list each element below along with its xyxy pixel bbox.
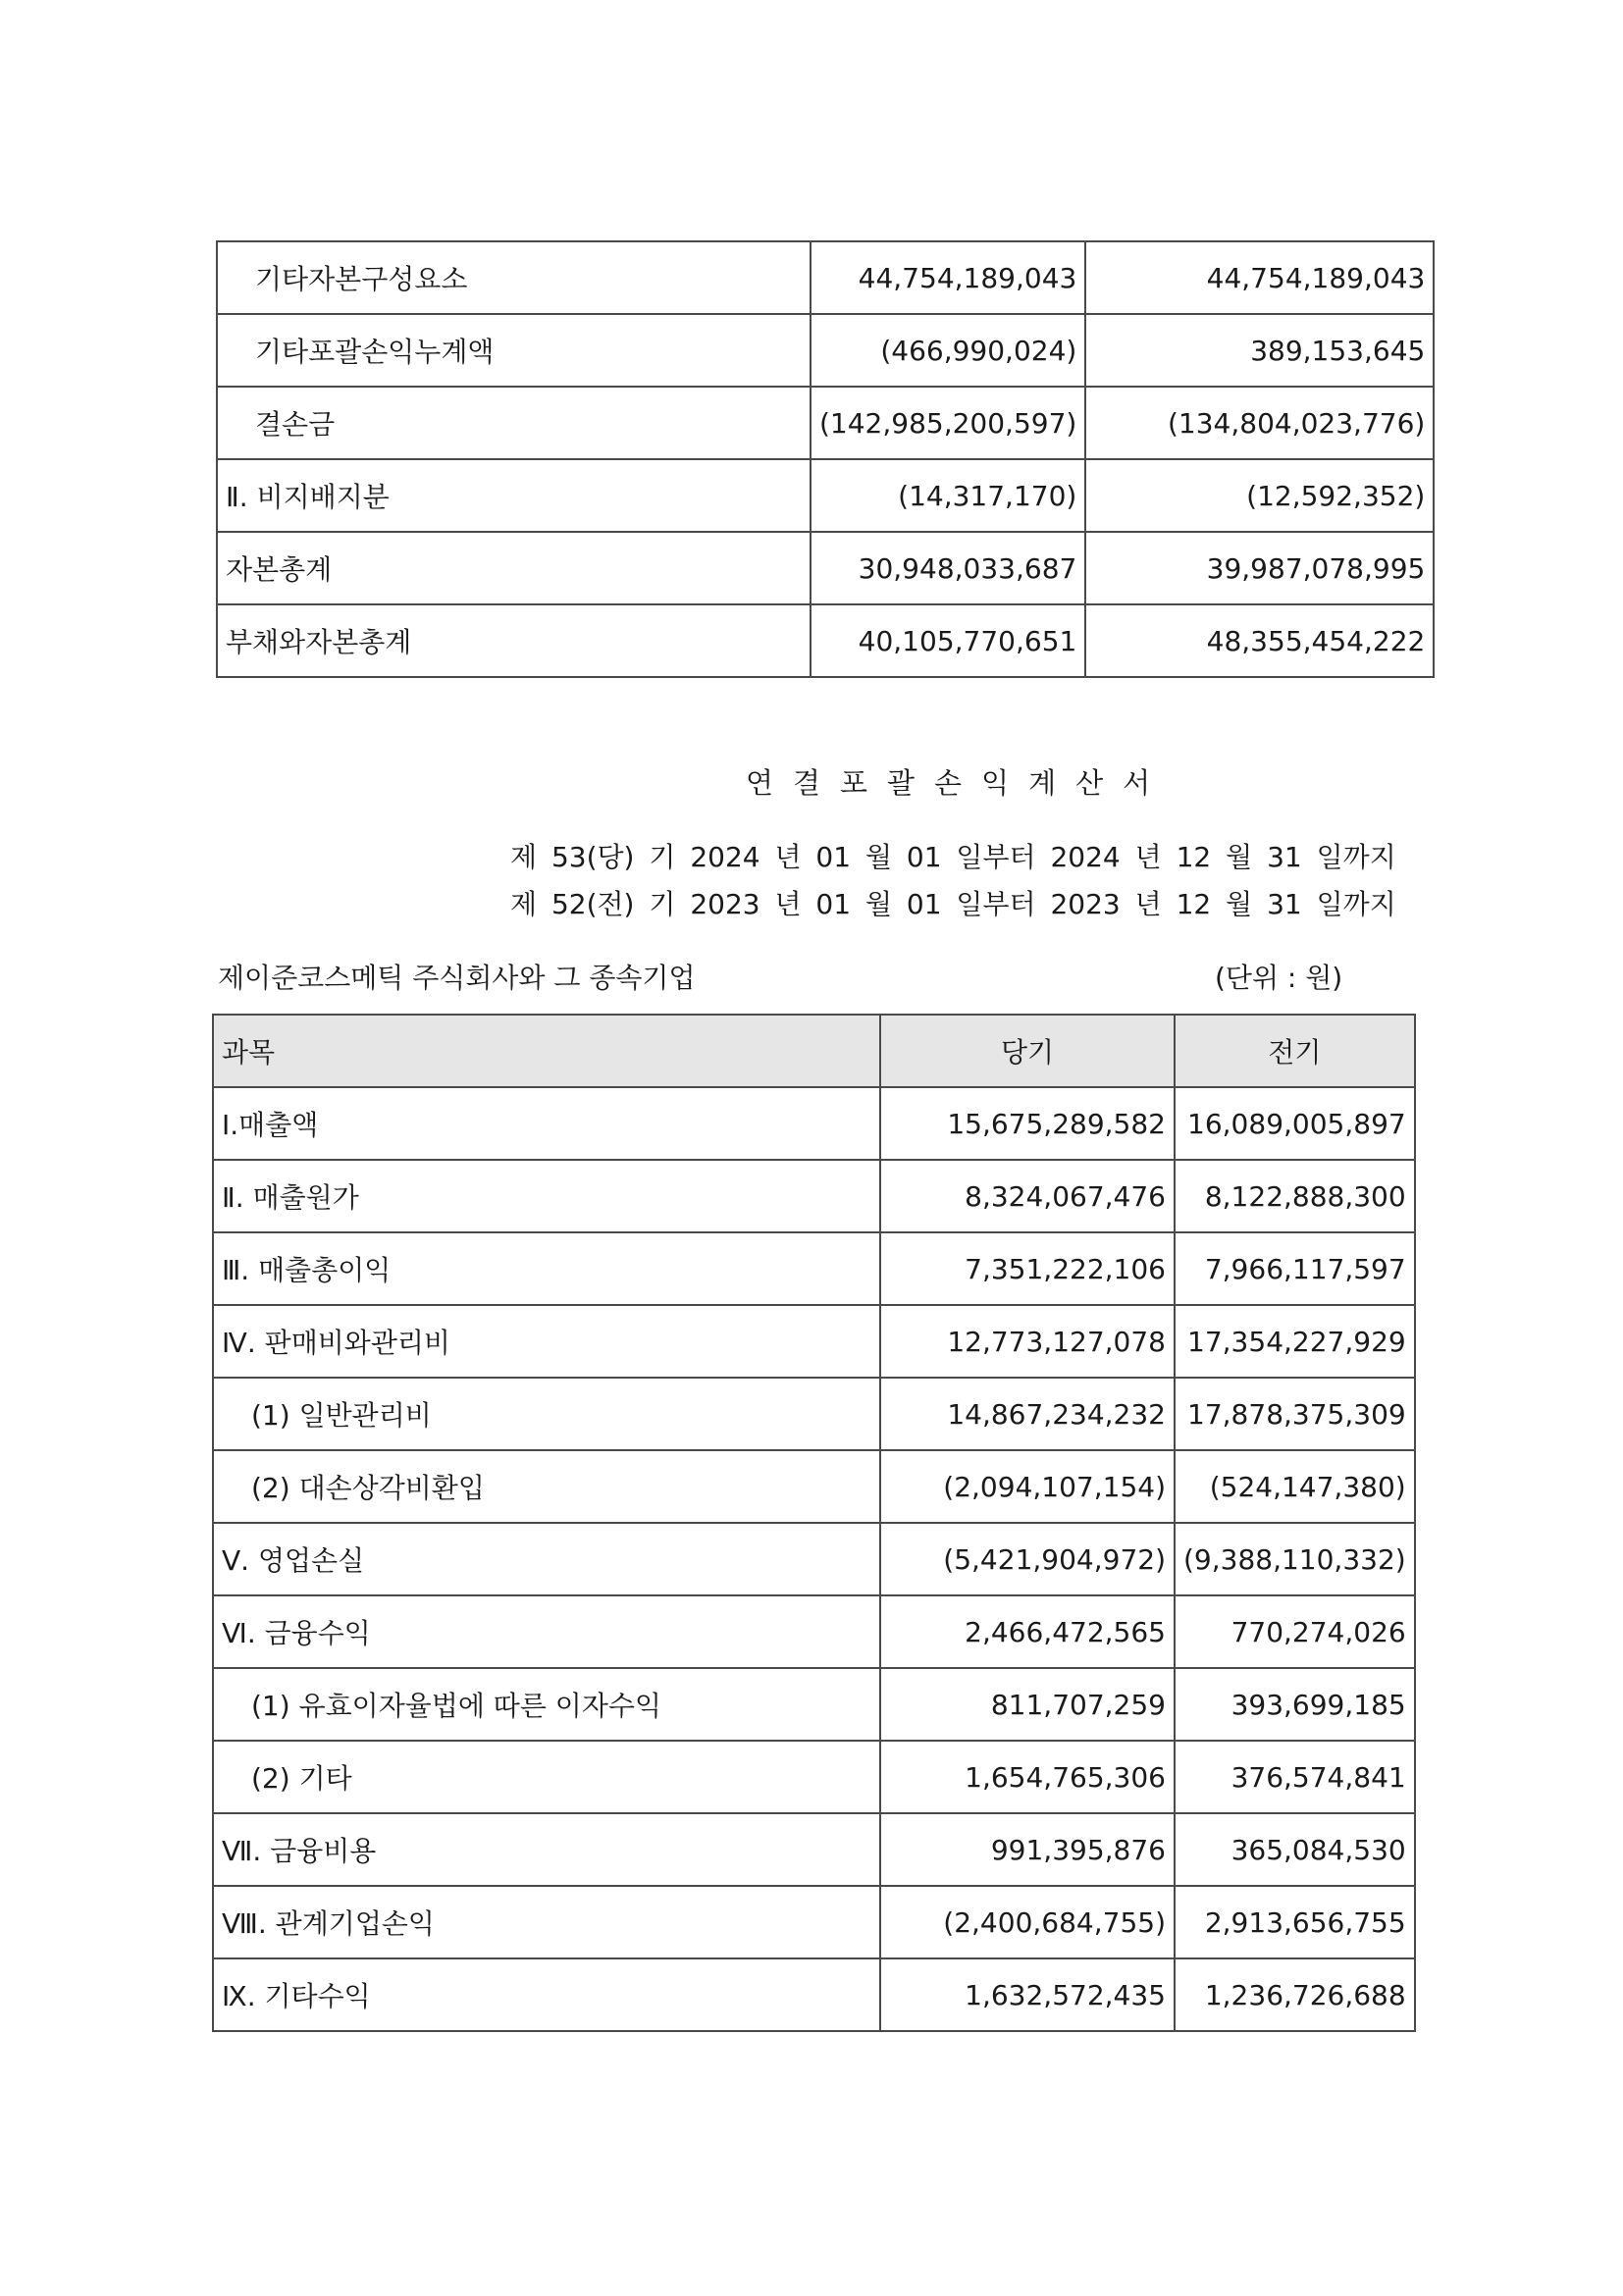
balance-sheet-table (216, 240, 1435, 678)
table-row (213, 1378, 1415, 1450)
row-label: Ⅸ. 기타수익 (213, 1958, 880, 2031)
prior-value: 2,913,656,755 (1175, 1886, 1415, 1958)
prior-value: 17,878,375,309 (1175, 1378, 1415, 1450)
row-label: (1) 유효이자율법에 따른 이자수익 (213, 1668, 880, 1741)
current-value: 1,654,765,306 (880, 1741, 1175, 1813)
row-label: 기타포괄손익누계액 (217, 314, 811, 387)
row-label: 부채와자본총계 (217, 604, 811, 677)
table-row (217, 459, 1434, 532)
prior-value: 7,966,117,597 (1175, 1232, 1415, 1305)
table-row (213, 1741, 1415, 1813)
prior-value: 365,084,530 (1175, 1813, 1415, 1886)
row-label: Ⅵ. 금융수익 (213, 1595, 880, 1668)
current-value: 15,675,289,582 (880, 1087, 1175, 1160)
row-label: 자본총계 (217, 532, 811, 604)
income-statement-table (212, 1014, 1416, 2032)
current-value: 7,351,222,106 (880, 1232, 1175, 1305)
row-label: 기타자본구성요소 (217, 241, 811, 314)
row-label: (2) 대손상각비환입 (213, 1450, 880, 1523)
current-value: 991,395,876 (880, 1813, 1175, 1886)
current-value: (2,094,107,154) (880, 1450, 1175, 1523)
prior-value: 44,754,189,043 (1085, 241, 1434, 314)
current-value: 1,632,572,435 (880, 1958, 1175, 2031)
current-value: 44,754,189,043 (811, 241, 1085, 314)
table-row (213, 1160, 1415, 1232)
current-value: (5,421,904,972) (880, 1523, 1175, 1595)
table-row (217, 604, 1434, 677)
prior-value: 17,354,227,929 (1175, 1305, 1415, 1378)
column-header-prior: 전기 (1175, 1015, 1415, 1087)
current-value: 8,324,067,476 (880, 1160, 1175, 1232)
table-row (217, 387, 1434, 459)
prior-value: 376,574,841 (1175, 1741, 1415, 1813)
current-value: 12,773,127,078 (880, 1305, 1175, 1378)
row-label: (1) 일반관리비 (213, 1378, 880, 1450)
row-label: (2) 기타 (213, 1741, 880, 1813)
prior-value: (134,804,023,776) (1085, 387, 1434, 459)
current-value: 811,707,259 (880, 1668, 1175, 1741)
table-row (213, 1958, 1415, 2031)
table-row (213, 1087, 1415, 1160)
current-value: (142,985,200,597) (811, 387, 1085, 459)
row-label: Ⅷ. 관계기업손익 (213, 1886, 880, 1958)
prior-value: 770,274,026 (1175, 1595, 1415, 1668)
current-value: 30,948,033,687 (811, 532, 1085, 604)
table-row (213, 1232, 1415, 1305)
row-label: Ⅴ. 영업손실 (213, 1523, 880, 1595)
prior-value: 1,236,726,688 (1175, 1958, 1415, 2031)
table-row (213, 1813, 1415, 1886)
table-row (213, 1523, 1415, 1595)
company-name: 제이준코스메틱 주식회사와 그 종속기업 (218, 962, 696, 994)
current-value: 40,105,770,651 (811, 604, 1085, 677)
prior-value: (12,592,352) (1085, 459, 1434, 532)
table-header-row (213, 1015, 1415, 1087)
current-value: 2,466,472,565 (880, 1595, 1175, 1668)
period-current: 제 53(당) 기 2024 년 01 월 01 일부터 2024 년 12 월 31 일까지 (510, 841, 1396, 873)
table-row (217, 532, 1434, 604)
row-label: Ⅱ. 비지배지분 (217, 459, 811, 532)
current-value: (2,400,684,755) (880, 1886, 1175, 1958)
column-header-account: 과목 (213, 1015, 880, 1087)
current-value: (14,317,170) (811, 459, 1085, 532)
row-label: 결손금 (217, 387, 811, 459)
row-label: Ⅳ. 판매비와관리비 (213, 1305, 880, 1378)
table-row (217, 314, 1434, 387)
current-value: 14,867,234,232 (880, 1378, 1175, 1450)
table-row (213, 1886, 1415, 1958)
prior-value: 8,122,888,300 (1175, 1160, 1415, 1232)
prior-value: (9,388,110,332) (1175, 1523, 1415, 1595)
period-prior: 제 52(전) 기 2023 년 01 월 01 일부터 2023 년 12 월 31 일까지 (510, 888, 1396, 920)
prior-value: 16,089,005,897 (1175, 1087, 1415, 1160)
table-row (213, 1305, 1415, 1378)
row-label: Ⅶ. 금융비용 (213, 1813, 880, 1886)
row-label: Ⅲ. 매출총이익 (213, 1232, 880, 1305)
table-row (217, 241, 1434, 314)
row-label: Ⅱ. 매출원가 (213, 1160, 880, 1232)
row-label: Ⅰ.매출액 (213, 1087, 880, 1160)
table-row (213, 1450, 1415, 1523)
table-row (213, 1668, 1415, 1741)
table-row (213, 1595, 1415, 1668)
prior-value: 39,987,078,995 (1085, 532, 1434, 604)
unit-label: (단위 : 원) (1215, 962, 1343, 994)
prior-value: 389,153,645 (1085, 314, 1434, 387)
statement-title: 연결포괄손익계산서 (746, 766, 1171, 800)
prior-value: (524,147,380) (1175, 1450, 1415, 1523)
current-value: (466,990,024) (811, 314, 1085, 387)
prior-value: 393,699,185 (1175, 1668, 1415, 1741)
prior-value: 48,355,454,222 (1085, 604, 1434, 677)
column-header-current: 당기 (880, 1015, 1175, 1087)
